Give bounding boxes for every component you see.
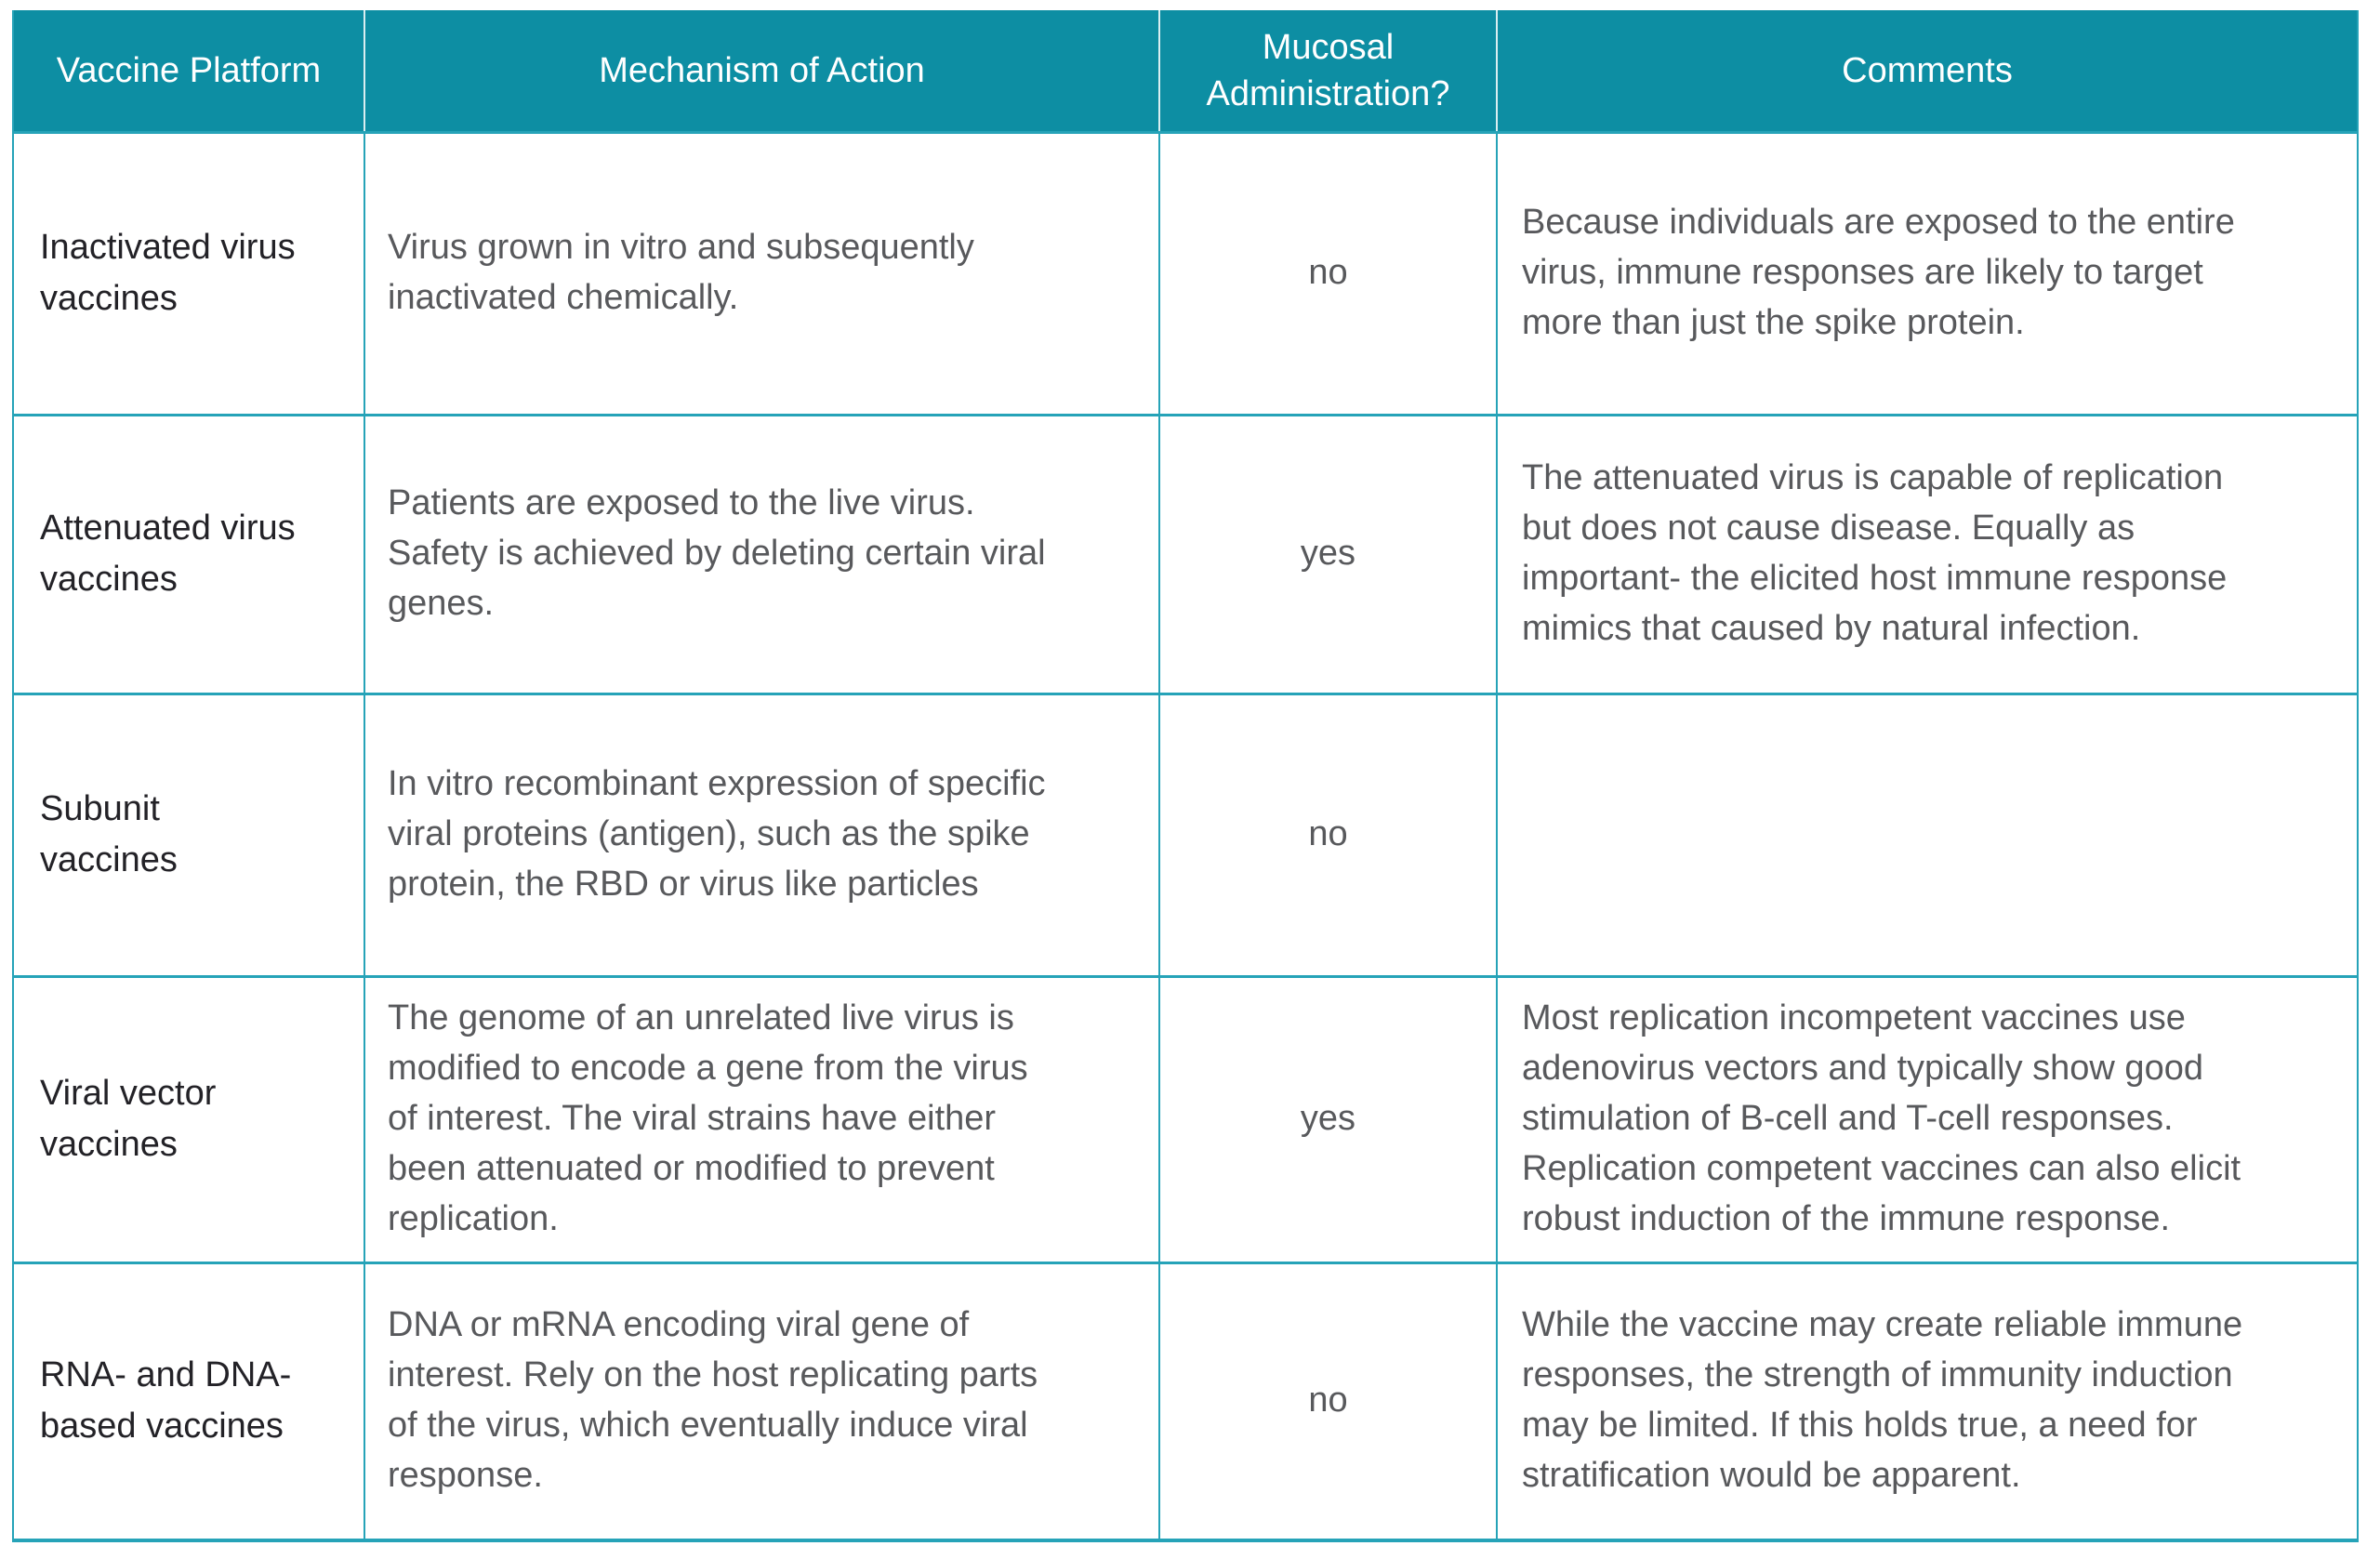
row-viral-vector-vaccines (13, 976, 2358, 1262)
cell-comments: The attenuated virus is capable of replication but does not cause disease. Equally as important- the elicited host immune response mimics that caused by natural infection. (1497, 415, 2358, 694)
cell-platform: RNA- and DNA-based vaccines (13, 1262, 364, 1540)
cell-comments: Because individuals are exposed to the entire virus, immune responses are likely to target more than just the spike protein. (1497, 132, 2358, 415)
row-attenuated-virus-vaccines (13, 415, 2358, 694)
cell-mechanism: Virus grown in vitro and subsequently inactivated chemically. (364, 132, 1159, 415)
column-header-vaccine-platform: Vaccine Platform (13, 10, 364, 132)
cell-platform: Inactivated virus vaccines (13, 132, 364, 415)
cell-mucosal: yes (1159, 415, 1497, 694)
cell-comments: Most replication incompetent vaccines use adenovirus vectors and typically show good stimulation of B-cell and T-cell responses. Replication competent vaccines can also elicit robust induction of the immune response. (1497, 976, 2358, 1262)
cell-comments (1497, 694, 2358, 976)
column-header-mechanism-of-action: Mechanism of Action (364, 10, 1159, 132)
cell-platform: Subunit vaccines (13, 694, 364, 976)
cell-mucosal: no (1159, 1262, 1497, 1540)
row-subunit-vaccines (13, 694, 2358, 976)
cell-mucosal: no (1159, 132, 1497, 415)
cell-comments: While the vaccine may create reliable immune responses, the strength of immunity induction may be limited. If this holds true, a need for stratification would be apparent. (1497, 1262, 2358, 1540)
cell-mucosal: no (1159, 694, 1497, 976)
cell-platform: Viral vector vaccines (13, 976, 364, 1262)
column-header-comments: Comments (1497, 10, 2358, 132)
row-rna-dna-based-vaccines (13, 1262, 2358, 1540)
row-inactivated-virus-vaccines (13, 132, 2358, 415)
cell-mechanism: Patients are exposed to the live virus. Safety is achieved by deleting certain viral genes. (364, 415, 1159, 694)
cell-mechanism: The genome of an unrelated live virus is modified to encode a gene from the virus of interest. The viral strains have either been attenuated or modified to prevent replication. (364, 976, 1159, 1262)
column-header-mucosal-administration: Mucosal Administration? (1159, 10, 1497, 132)
cell-mechanism: DNA or mRNA encoding viral gene of interest. Rely on the host replicating parts of the virus, which eventually induce viral response. (364, 1262, 1159, 1540)
vaccine-comparison-table (12, 10, 2359, 1542)
cell-mucosal: yes (1159, 976, 1497, 1262)
cell-platform: Attenuated virus vaccines (13, 415, 364, 694)
header-row (13, 10, 2358, 132)
cell-mechanism: In vitro recombinant expression of specific viral proteins (antigen), such as the spike protein, the RBD or virus like particles (364, 694, 1159, 976)
